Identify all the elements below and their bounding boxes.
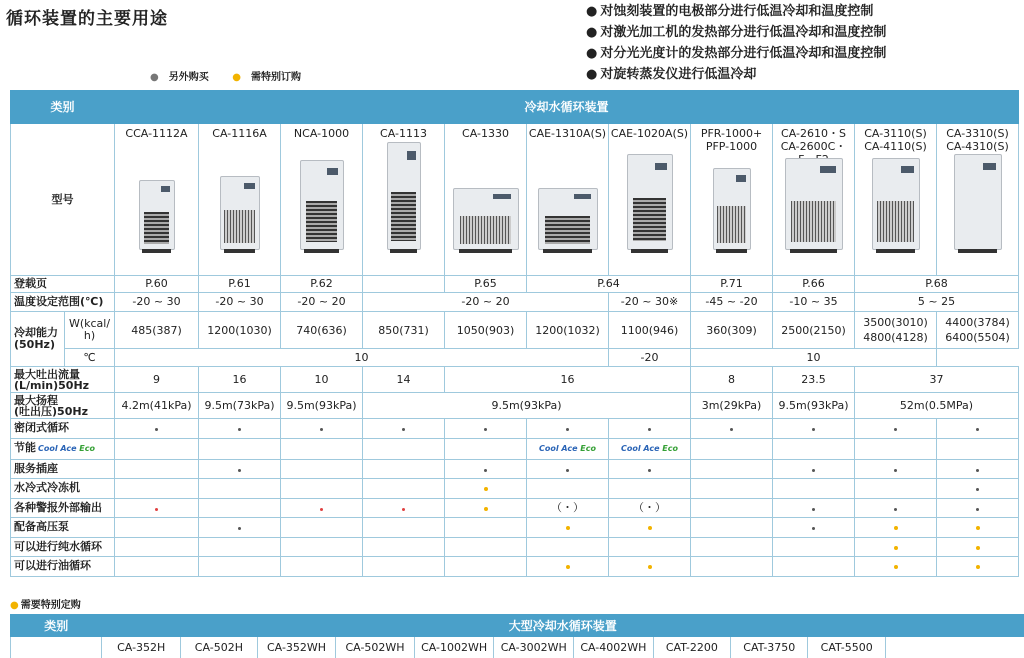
feature-cell	[281, 518, 363, 538]
standard-dot-icon	[155, 508, 158, 511]
capacity-value: 740(636)	[281, 312, 363, 349]
chiller-unit-icon	[139, 180, 175, 250]
standard-dot-icon	[894, 508, 897, 511]
feature-cell	[445, 518, 527, 538]
model-name: CA-1116A	[212, 127, 267, 140]
feature-cell	[691, 459, 773, 479]
model-cell	[115, 124, 199, 276]
capacity-value: 3500(3010) 4800(4128)	[855, 312, 937, 349]
feature-cell	[363, 459, 445, 479]
spec-table	[10, 90, 1019, 577]
feature-label	[11, 419, 115, 439]
feature-cell	[855, 479, 937, 499]
yellow-dot-icon: ●	[232, 72, 241, 83]
feature-label-text: 密闭式循环	[14, 421, 69, 435]
standard-dot-icon	[812, 428, 815, 431]
feature-cell	[445, 537, 527, 557]
feature-cell	[445, 479, 527, 499]
standard-dot-icon	[976, 508, 979, 511]
feature-cell	[609, 537, 691, 557]
feature-cell	[773, 498, 855, 518]
feature-cell	[609, 498, 691, 518]
temp-range: -45 ~ -20	[691, 293, 773, 312]
standard-dot-icon	[566, 469, 569, 472]
standard-dot-icon	[155, 428, 158, 431]
capacity-sub: (50Hz)	[14, 338, 55, 351]
feature-label-text: 可以进行油循环	[14, 559, 91, 573]
feature-cell	[609, 479, 691, 499]
feature-cell	[527, 557, 609, 577]
model-cell	[609, 124, 691, 276]
feature-label	[11, 518, 115, 538]
feature-cell	[937, 479, 1019, 499]
feature-cell	[527, 438, 609, 459]
feature-cell	[855, 537, 937, 557]
lift-label: 最大扬程 (吐出压)50Hz	[11, 393, 115, 419]
feature-label	[11, 438, 115, 459]
model-name: CCA-1112A	[125, 127, 188, 140]
page-ref: P.62	[281, 276, 363, 293]
chiller-image	[363, 154, 444, 250]
model-name: PFR-1000+ PFP-1000	[700, 127, 763, 153]
optional-dot: （・）	[551, 500, 584, 514]
standard-dot-icon	[894, 428, 897, 431]
feature-cell	[115, 557, 199, 577]
capacity-value: 850(731)	[363, 312, 445, 349]
chiller-image	[445, 154, 526, 250]
lift-value: 4.2m(41kPa)	[115, 393, 199, 419]
large-model-name: CAT-2200	[653, 637, 730, 658]
capacity-value: 360(309)	[691, 312, 773, 349]
feature-cell	[855, 438, 937, 459]
feature-cell	[115, 459, 199, 479]
feature-cell	[115, 518, 199, 538]
feature-cell	[691, 498, 773, 518]
feature-cell	[281, 459, 363, 479]
page-ref: P.65	[445, 276, 527, 293]
feature-cell	[773, 419, 855, 439]
model-name: CA-1330	[462, 127, 509, 140]
standard-dot-icon	[566, 428, 569, 431]
unit-text: h)	[83, 329, 96, 342]
flow-value: 10	[281, 367, 363, 393]
feature-cell	[363, 498, 445, 518]
page-ref: P.60	[115, 276, 199, 293]
blank-cell	[11, 637, 102, 658]
coolace-eco-logo: Cool Ace Eco	[621, 444, 678, 453]
capacity-temp: 10	[691, 349, 937, 367]
feature-cell	[691, 479, 773, 499]
chiller-unit-icon	[627, 154, 673, 250]
capacity-temp: 10	[115, 349, 609, 367]
chiller-unit-icon	[453, 188, 519, 250]
flow-value: 23.5	[773, 367, 855, 393]
gray-dot-icon: ●	[150, 72, 159, 83]
temp-range: -20 ~ 30	[115, 293, 199, 312]
standard-dot-icon	[238, 428, 241, 431]
large-unit-table	[10, 614, 1024, 658]
legend-gray-label: 另外购买	[168, 72, 209, 83]
special-order-dot-icon	[484, 507, 488, 511]
special-order-dot-icon	[894, 565, 898, 569]
standard-dot-icon	[730, 428, 733, 431]
feature-cell	[199, 557, 281, 577]
feature-cell	[855, 557, 937, 577]
feature-label	[11, 479, 115, 499]
chiller-unit-icon	[220, 176, 260, 250]
feature-cell	[281, 498, 363, 518]
category-label-2: 类别	[11, 615, 102, 637]
large-model-name: CA-1002WH	[414, 637, 494, 658]
chiller-image	[855, 154, 936, 250]
category-value: 冷却水循环装置	[115, 91, 1019, 124]
large-model-name: CA-502WH	[336, 637, 415, 658]
feature-label-text: 服务插座	[14, 461, 58, 475]
coolace-eco-logo: Cool Ace Eco	[539, 444, 596, 453]
capacity-value: 1200(1030)	[199, 312, 281, 349]
feature-cell	[281, 537, 363, 557]
feature-cell	[115, 438, 199, 459]
usage-item: ● 对分光光度计的发热部分进行低温冷却和温度控制	[586, 43, 886, 64]
temp-range: 5 ~ 25	[855, 293, 1019, 312]
feature-label-text: 可以进行纯水循环	[14, 539, 102, 553]
standard-dot-icon	[402, 428, 405, 431]
feature-cell	[691, 438, 773, 459]
feature-label-text: 配备高压泵	[14, 520, 69, 534]
feature-label-text: 水冷式冷冻机	[14, 481, 80, 495]
standard-dot-icon	[976, 428, 979, 431]
feature-cell	[527, 419, 609, 439]
feature-cell	[281, 557, 363, 577]
page-title: 循环装置的主要用途	[6, 9, 168, 29]
capacity-temp: -20	[609, 349, 691, 367]
feature-cell	[527, 537, 609, 557]
feature-label-text: 节能	[14, 441, 36, 454]
feature-cell	[527, 498, 609, 518]
feature-cell	[609, 459, 691, 479]
flow-label: 最大吐出流量 (L/min)50Hz	[11, 367, 115, 393]
capacity-value: 1100(946)	[609, 312, 691, 349]
feature-cell	[527, 518, 609, 538]
standard-dot-icon	[812, 508, 815, 511]
feature-cell	[199, 479, 281, 499]
standard-dot-icon	[812, 527, 815, 530]
standard-dot-icon	[320, 508, 323, 511]
special-order-dot-icon	[976, 546, 980, 550]
feature-cell	[691, 537, 773, 557]
model-cell	[937, 124, 1019, 276]
model-name: CA-3110(S) CA-4110(S)	[864, 127, 927, 153]
feature-cell	[773, 537, 855, 557]
temp-range: -20 ~ 30	[199, 293, 281, 312]
usage-list	[586, 1, 886, 85]
temp-range: -10 ~ 35	[773, 293, 855, 312]
model-cell	[691, 124, 773, 276]
standard-dot-icon	[238, 527, 241, 530]
chiller-unit-icon	[713, 168, 751, 250]
standard-dot-icon	[484, 428, 487, 431]
special-order-dot-icon	[648, 565, 652, 569]
flow-value: 9	[115, 367, 199, 393]
special-order-dot-icon	[894, 546, 898, 550]
feature-cell	[281, 438, 363, 459]
model-name: CAE-1020A(S)	[610, 127, 689, 140]
model-cell	[527, 124, 609, 276]
chiller-image	[281, 154, 362, 250]
capacity-unit-c: ℃	[65, 349, 115, 367]
lift-value: 3m(29kPa)	[691, 393, 773, 419]
usage-item: ● 对旋转蒸发仪进行低温冷却	[586, 64, 886, 85]
feature-cell	[691, 419, 773, 439]
feature-cell	[445, 419, 527, 439]
model-name: CAE-1310A(S)	[528, 127, 607, 140]
standard-dot-icon	[894, 469, 897, 472]
usage-item: ● 对蚀刻装置的电极部分进行低温冷却和温度控制	[586, 1, 886, 22]
standard-dot-icon	[320, 428, 323, 431]
large-model-name: CA-352WH	[257, 637, 336, 658]
capacity-label-text: 冷却能力	[14, 326, 58, 339]
model-label: 型号	[11, 124, 115, 276]
capacity-label	[11, 312, 65, 367]
feature-cell	[281, 419, 363, 439]
feature-cell	[445, 498, 527, 518]
feature-cell	[609, 518, 691, 538]
standard-dot-icon	[976, 488, 979, 491]
page-ref: P.64	[527, 276, 691, 293]
special-order-dot-icon	[566, 526, 570, 530]
feature-cell	[199, 459, 281, 479]
feature-cell	[199, 438, 281, 459]
large-model-name: CAT-3750	[731, 637, 808, 658]
feature-label	[11, 537, 115, 557]
feature-cell	[937, 438, 1019, 459]
feature-cell	[363, 557, 445, 577]
feature-cell	[773, 438, 855, 459]
chiller-unit-icon	[300, 160, 344, 250]
feature-cell	[445, 557, 527, 577]
model-name: CA-3310(S) CA-4310(S)	[946, 127, 1009, 153]
feature-label	[11, 557, 115, 577]
large-model-name: CA-352H	[102, 637, 180, 658]
feature-cell	[115, 479, 199, 499]
large-model-name: CA-502H	[180, 637, 257, 658]
model-cell	[773, 124, 855, 276]
unit-text: W(kcal/	[68, 317, 111, 330]
large-model-name: CA-4002WH	[574, 637, 654, 658]
feature-cell	[937, 498, 1019, 518]
chiller-image	[527, 154, 608, 250]
model-name: CA-1113	[380, 127, 427, 140]
special-order-note: ● 需要特别定购	[10, 596, 81, 611]
feature-cell	[445, 438, 527, 459]
model-name: CA-2610・S CA-2600C・	[780, 127, 847, 153]
usage-item: ● 对激光加工机的发热部分进行低温冷却和温度控制	[586, 22, 886, 43]
standard-dot-icon	[648, 469, 651, 472]
lift-value: 9.5m(73kPa)	[199, 393, 281, 419]
capacity-value: 2500(2150)	[773, 312, 855, 349]
page-label: 登载页	[11, 276, 115, 293]
coolace-eco-logo: Cool Ace Eco	[38, 444, 95, 453]
feature-label	[11, 498, 115, 518]
flow-value: 8	[691, 367, 773, 393]
model-cell	[199, 124, 281, 276]
chiller-image	[115, 154, 198, 250]
flow-value: 16	[199, 367, 281, 393]
special-order-dot-icon	[566, 565, 570, 569]
capacity-value: 485(387)	[115, 312, 199, 349]
feature-cell	[363, 479, 445, 499]
large-model-name: CA-3002WH	[494, 637, 574, 658]
lift-value: 9.5m(93kPa)	[773, 393, 855, 419]
feature-cell	[363, 518, 445, 538]
feature-cell	[855, 459, 937, 479]
chiller-unit-icon	[538, 188, 598, 250]
feature-cell	[115, 537, 199, 557]
feature-cell	[937, 419, 1019, 439]
feature-cell	[937, 537, 1019, 557]
page-ref: P.68	[855, 276, 1019, 293]
feature-cell	[937, 459, 1019, 479]
model-cell	[281, 124, 363, 276]
feature-cell	[445, 459, 527, 479]
chiller-image	[937, 154, 1018, 250]
special-order-dot-icon	[976, 526, 980, 530]
large-model-name: CAT-5500	[808, 637, 885, 658]
feature-cell	[937, 557, 1019, 577]
chiller-unit-icon	[872, 158, 920, 250]
model-cell	[363, 124, 445, 276]
feature-cell	[855, 518, 937, 538]
feature-cell	[609, 419, 691, 439]
feature-cell	[199, 498, 281, 518]
feature-cell	[773, 459, 855, 479]
feature-cell	[363, 438, 445, 459]
chiller-image	[773, 154, 854, 250]
standard-dot-icon	[812, 469, 815, 472]
special-order-dot-icon	[894, 526, 898, 530]
legend-yellow-label: 需特别订购	[250, 72, 301, 83]
feature-cell	[937, 518, 1019, 538]
capacity-value: 1200(1032)	[527, 312, 609, 349]
lift-value: 52m(0.5MPa)	[855, 393, 1019, 419]
feature-cell	[199, 419, 281, 439]
lift-value: 9.5m(93kPa)	[281, 393, 363, 419]
standard-dot-icon	[648, 428, 651, 431]
feature-cell	[115, 498, 199, 518]
feature-cell	[691, 518, 773, 538]
chiller-unit-icon	[387, 142, 421, 250]
temp-range: -20 ~ 20	[281, 293, 363, 312]
chiller-image	[199, 154, 280, 250]
capacity-unit-w	[65, 312, 115, 349]
model-name: NCA-1000	[293, 127, 350, 140]
standard-dot-icon	[484, 469, 487, 472]
page-ref: P.61	[199, 276, 281, 293]
feature-cell	[855, 419, 937, 439]
flow-value: 14	[363, 367, 445, 393]
temp-range: -20 ~ 30※	[609, 293, 691, 312]
flow-value: 37	[855, 367, 1019, 393]
model-cell	[445, 124, 527, 276]
page-ref: P.66	[773, 276, 855, 293]
optional-dot: （・）	[633, 500, 666, 514]
feature-cell	[199, 537, 281, 557]
chiller-unit-icon	[954, 154, 1002, 250]
lift-value: 9.5m(93kPa)	[363, 393, 691, 419]
feature-label	[11, 459, 115, 479]
special-order-dot-icon	[976, 565, 980, 569]
feature-cell	[199, 518, 281, 538]
feature-cell	[609, 557, 691, 577]
capacity-value: 4400(3784) 6400(5504)	[937, 312, 1019, 349]
feature-cell	[855, 498, 937, 518]
standard-dot-icon	[976, 469, 979, 472]
category-value-2: 大型冷却水循环装置	[102, 615, 1024, 637]
temp-range: -20 ~ 20	[363, 293, 609, 312]
feature-cell	[363, 537, 445, 557]
feature-cell	[115, 419, 199, 439]
feature-cell	[609, 438, 691, 459]
category-label: 类别	[11, 91, 115, 124]
feature-cell	[527, 479, 609, 499]
chiller-image	[691, 154, 772, 250]
feature-cell	[773, 557, 855, 577]
special-order-dot-icon	[648, 526, 652, 530]
page-ref	[363, 276, 445, 293]
temp-range-label: 温度设定范围(℃)	[11, 293, 115, 312]
feature-cell	[527, 459, 609, 479]
feature-cell	[363, 419, 445, 439]
special-order-dot-icon	[484, 487, 488, 491]
capacity-value: 1050(903)	[445, 312, 527, 349]
feature-cell	[773, 518, 855, 538]
feature-label-text: 各种警报外部输出	[14, 500, 102, 514]
feature-cell	[773, 479, 855, 499]
feature-cell	[281, 479, 363, 499]
page-ref: P.71	[691, 276, 773, 293]
feature-cell	[691, 557, 773, 577]
chiller-image	[609, 154, 690, 250]
model-cell	[855, 124, 937, 276]
standard-dot-icon	[238, 469, 241, 472]
legend	[150, 68, 321, 83]
standard-dot-icon	[402, 508, 405, 511]
flow-value: 16	[445, 367, 691, 393]
chiller-unit-icon	[785, 158, 843, 250]
